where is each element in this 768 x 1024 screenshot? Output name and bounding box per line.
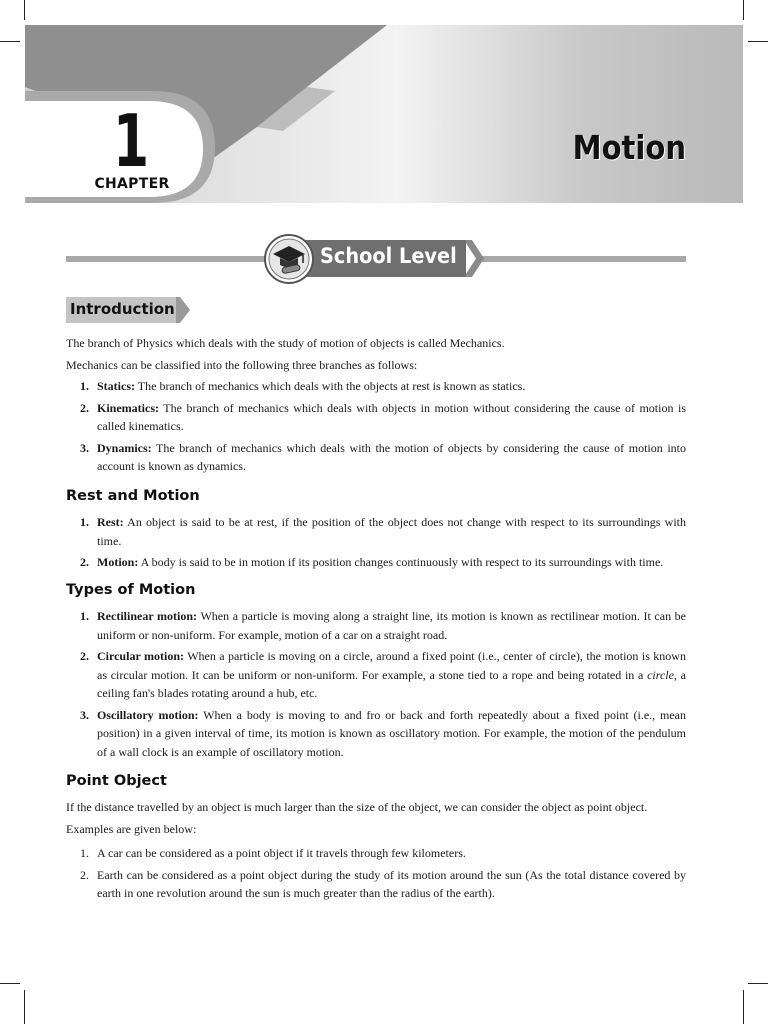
item-text: When a body is moving to and fro or back and forth repeatedly about a fixed point (i.e., mean position) in a given interval of time, its motion is known as oscillatory motion. For example, the motion of the pendulum of a wall clock is an example of oscillatory motion.: [97, 707, 687, 759]
list-item: [66, 844, 686, 863]
section-heading: Point Object: [66, 773, 167, 789]
crop-mark: [748, 41, 768, 42]
section-heading: Types of Motion: [66, 582, 196, 598]
item-italic: circle: [647, 667, 674, 682]
item-number: 2.: [80, 400, 89, 415]
item-text: The branch of mechanics which deals with objects in motion without considering the cause of motion is called kinematics.: [97, 400, 686, 433]
list-item: [66, 647, 686, 703]
crop-mark: [0, 983, 20, 984]
chapter-number: 1: [112, 99, 150, 183]
list-item: [66, 513, 686, 550]
item-text: When a particle is moving on a circle, around a fixed point (i.e., center of circle), the motion is known as circular motion. It can be uniform or non-uniform. For example, a stone tied to a rope and being rotated in a: [97, 649, 686, 682]
paragraph: Mechanics can be classified into the following three branches as follows:: [66, 357, 418, 372]
item-text: When a particle is moving along a straight line, its motion is known as rectilinear motion. It can be uniform or non-uniform. For example, motion of a car on a straight road.: [97, 609, 687, 642]
crop-mark: [0, 41, 20, 42]
item-term: Oscillatory motion:: [97, 707, 199, 722]
branches-list: [66, 377, 686, 476]
section-tag-arrow: [176, 297, 192, 323]
level-label: School Level: [320, 244, 457, 268]
crop-mark: [24, 990, 25, 1024]
item-number: 1.: [80, 609, 89, 623]
item-text: The branch of mechanics which deals with the motion of objects by considering the cause of motion into account is known as dynamics.: [97, 440, 686, 473]
list-item: [66, 377, 686, 396]
list-item: [66, 706, 686, 762]
paragraph: Examples are given below:: [66, 821, 197, 836]
paragraph: If the distance travelled by an object is much larger than the size of the object, we can consider the object as point object.: [66, 800, 648, 814]
item-text: Earth can be considered as a point object during the study of its motion around the sun (As the total distance covered by earth in one revolution around the sun is much greater than the radius of the earth).: [97, 867, 686, 900]
item-term: Motion:: [97, 555, 139, 569]
divider-line: [66, 256, 292, 262]
rest-motion-list: [66, 513, 686, 572]
chapter-label: CHAPTER: [94, 176, 170, 192]
item-term: Rest:: [97, 515, 124, 529]
item-text: A body is said to be in motion if its position changes continuously with respect to its surroundings with time.: [138, 555, 664, 569]
crop-mark: [743, 990, 744, 1024]
graduation-cap-icon: [264, 234, 314, 284]
item-number: 3.: [80, 707, 89, 722]
list-item: [66, 553, 686, 572]
list-item: [66, 439, 686, 476]
paragraph: The branch of Physics which deals with the study of motion of objects is called Mechanics.: [66, 336, 505, 350]
item-number: 2.: [80, 867, 89, 882]
crop-mark: [24, 0, 25, 20]
item-number: 3.: [80, 440, 89, 455]
introduction-heading: Introduction: [70, 300, 175, 318]
intro-paragraphs: [66, 334, 686, 374]
item-term: Dynamics:: [97, 440, 152, 455]
point-paragraphs: [66, 798, 686, 838]
item-number: 2.: [80, 649, 89, 663]
item-term: Statics:: [97, 379, 135, 393]
level-tab-arrow: [464, 240, 488, 277]
list-item: [66, 399, 686, 436]
list-item: [66, 866, 686, 903]
item-text: An object is said to be at rest, if the position of the object does not change with respect to its surroundings with time.: [97, 515, 686, 548]
item-term: Kinematics:: [97, 400, 159, 415]
item-text: The branch of mechanics which deals with the objects at rest is known as statics.: [135, 379, 526, 393]
chapter-title: Motion: [572, 128, 686, 167]
crop-mark: [748, 983, 768, 984]
crop-mark: [743, 0, 744, 20]
list-item: [66, 607, 686, 644]
item-number: 1.: [80, 379, 89, 393]
item-term: Circular motion:: [97, 649, 184, 663]
item-number: 2.: [80, 555, 89, 569]
types-list: [66, 607, 686, 761]
item-text: A car can be considered as a point object if it travels through few kilometers.: [97, 846, 466, 860]
item-number: 1.: [80, 846, 89, 860]
divider-line: [480, 256, 686, 262]
section-heading: Rest and Motion: [66, 488, 200, 504]
examples-list: [66, 844, 686, 903]
item-term: Rectilinear motion:: [97, 609, 198, 623]
item-text: , a ceiling fan's blades rotating around a hub, etc.: [97, 667, 687, 700]
item-number: 1.: [80, 515, 89, 529]
